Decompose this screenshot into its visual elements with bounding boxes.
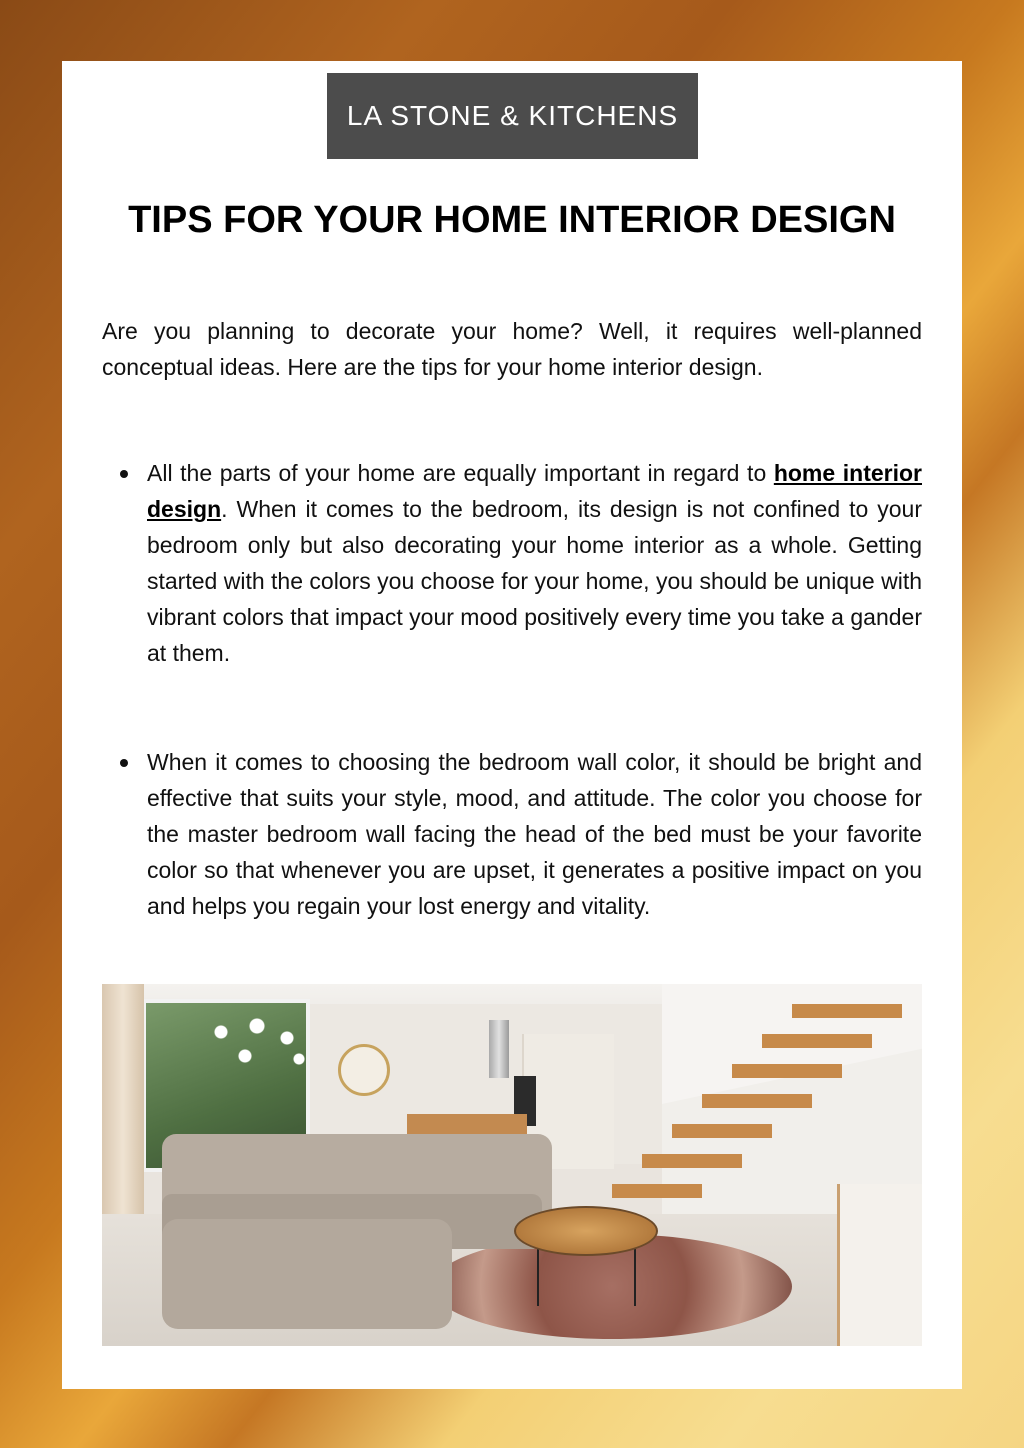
- bullet-list-2: [102, 744, 922, 924]
- bullet-1-text-end: . When it comes to the bedroom, its design is not confined to your bedroom only but also decorating your home interior as a whole. Getting started with the colors you choose for your home, you should be unique with vibrant colors that impact your mood positively every time you take a gander at them.: [147, 496, 922, 666]
- living-room-photo: [102, 984, 922, 1346]
- bullet-1-text-start: All the parts of your home are equally important in regard to: [147, 460, 774, 486]
- photo-stair-step: [732, 1064, 842, 1078]
- document-page: [62, 61, 962, 1389]
- brand-logo: [327, 73, 698, 159]
- photo-side-cabinet: [837, 1184, 922, 1346]
- photo-stair-step: [702, 1094, 812, 1108]
- photo-stair-step: [672, 1124, 772, 1138]
- photo-stair-step: [612, 1184, 702, 1198]
- bullet-dot-icon: [120, 759, 128, 767]
- photo-stair-step: [762, 1034, 872, 1048]
- photo-coffee-table: [514, 1206, 658, 1256]
- photo-wall-clock: [338, 1044, 390, 1096]
- home-interior-design-link[interactable]: home interior design: [147, 460, 922, 522]
- photo-sofa-chaise: [162, 1219, 452, 1329]
- bullet-dot-icon: [120, 470, 128, 478]
- bullet-list-1: [102, 455, 922, 671]
- bullet-item-2: [102, 744, 922, 924]
- photo-chandelier: [197, 1014, 317, 1074]
- photo-stair-step: [642, 1154, 742, 1168]
- bullet-item-1: [102, 455, 922, 671]
- page-title: TIPS FOR YOUR HOME INTERIOR DESIGN: [128, 199, 896, 241]
- photo-range-hood: [489, 1020, 509, 1078]
- intro-paragraph: Are you planning to decorate your home? Well, it requires well-planned conceptual ideas. Here are the tips for your home interior design.: [102, 318, 922, 380]
- photo-stair-step: [792, 1004, 902, 1018]
- brand-logo-text: LA STONE & KITCHENS: [346, 100, 679, 131]
- bullet-2-text: When it comes to choosing the bedroom wall color, it should be bright and effective that suits your style, mood, and attitude. The color you choose for the master bedroom wall facing the head of the bed must be your favorite color so that whenever you are upset, it generates a positive impact on you and helps you regain your lost energy and vitality.: [147, 749, 922, 919]
